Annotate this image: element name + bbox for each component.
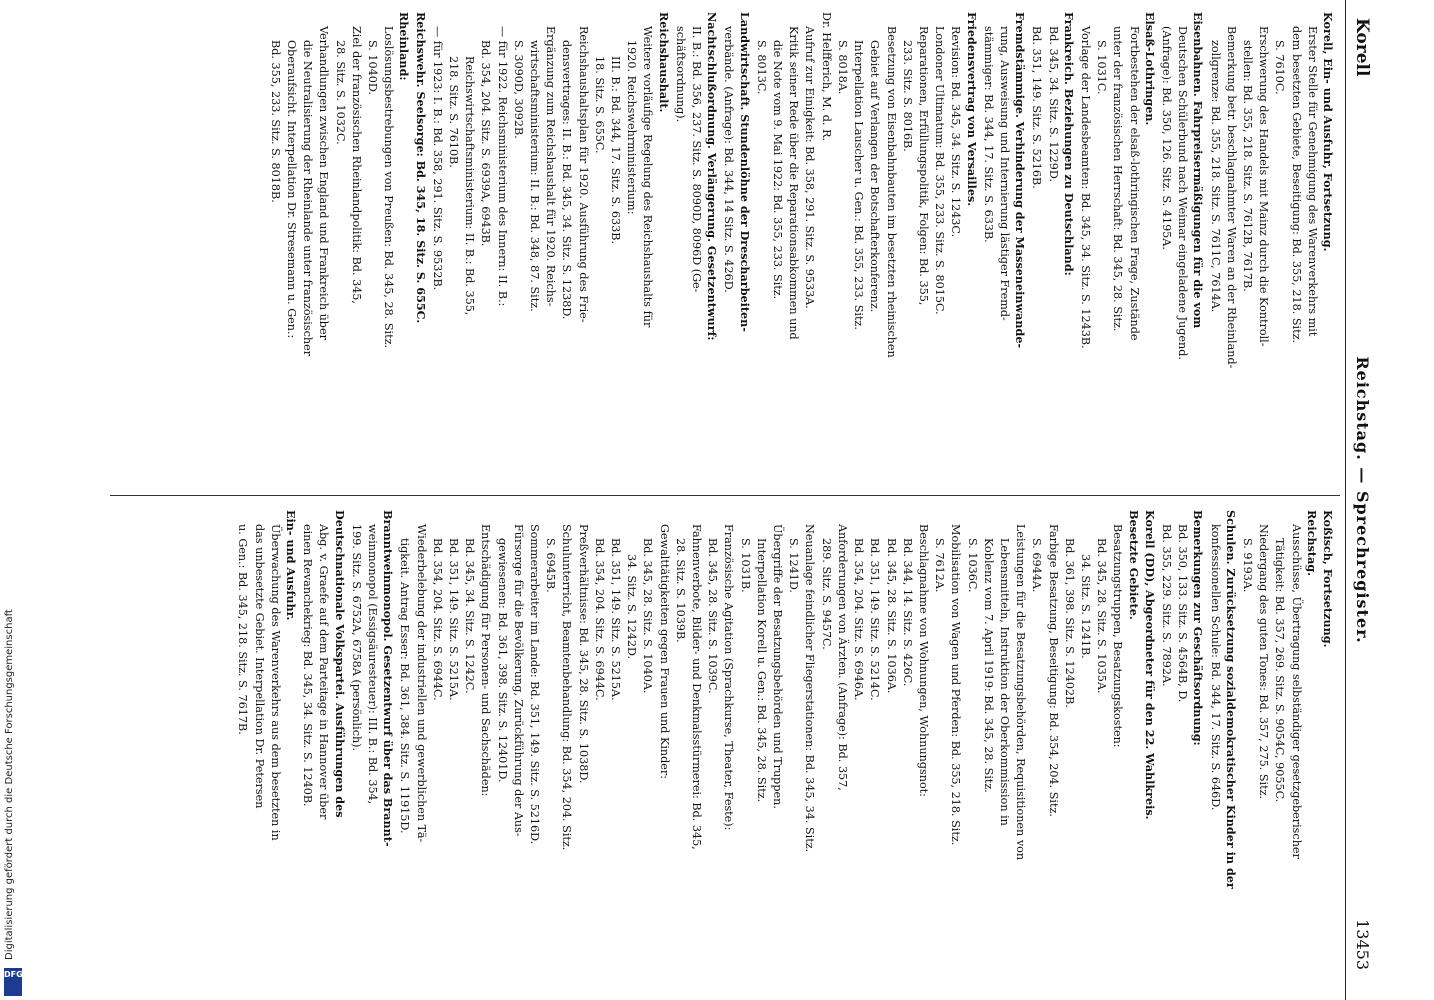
register-line: verbände. (Anfrage): Bd. 344, 14 Sitz. S. 426D. [722, 26, 736, 293]
register-line: Landwirtschaft. Stundenlöhne der Drescharbeiten- [737, 12, 752, 332]
register-line: Deutschnationale Volkspartei. Ausführungen des [332, 510, 347, 818]
register-line: Übergriffe der Besatzungsbehörden und Truppen. [771, 524, 785, 809]
register-line: Bd. 361, 398. Sitz. S. 12402B. [1062, 538, 1076, 708]
register-line: S. 1036C. [965, 538, 979, 593]
register-line: Abg. v. Graefe auf dem Parteitage in Hannover über [317, 524, 331, 820]
register-line: weinmonopol (Essigsäuresteuer): III. B.: Bd. 354, [366, 524, 380, 805]
register-line: S. 9193A. [1240, 538, 1254, 593]
register-line: Reichshaushaltsplan für 1920. Ausführung des Frie- [576, 26, 590, 323]
register-line: Branntweinmonopol. Gesetzentwurf über das Brannt- [381, 510, 396, 847]
register-line: S. 7610C. [1273, 40, 1287, 95]
register-line: Leistungen für die Besatzungsbehörden, Requisitionen von [1014, 524, 1028, 861]
register-line: Ergänzung zum Reichshaushalt für 1920. Reichs- [544, 26, 558, 307]
register-line: S. 8013C. [754, 40, 768, 95]
register-line: Schulunterricht, Beamtenbehandlung: Bd. 354, 204. Sitz. [560, 524, 574, 851]
register-line: Bd. 355, 233. Sitz. S. 8018B. [268, 40, 282, 203]
register-line: Ziel der französischen Rheinlandpolitik: Bd. 345, [349, 26, 363, 304]
register-line: — für 1922. Reichsministerium des Innern: II. B.: [495, 26, 509, 307]
register-line: Bd. 351, 149. Sitz. S. 5214C. [868, 538, 882, 701]
register-line: Gewalttätigkeiten gegen Frauen und Kinder: [657, 524, 671, 779]
register-line: S. 1040D. [366, 40, 380, 95]
register-line: S. 1241D. [787, 538, 801, 593]
register-line: unter der französischen Herrschaft: Bd. 345, 28. Sitz. [1111, 26, 1125, 332]
register-line: Bd. 354, 204. Sitz. S. 6939A, 6943B. [479, 40, 493, 247]
register-line: tigkeit. Antrag Esser: Bd. 361, 384. Sitz. S. 11915D. [398, 538, 412, 834]
register-line: die Note vom 9. Mai 1922: Bd. 355, 233. Sitz. [771, 40, 785, 300]
register-line: Bd. 345, 28. Sitz. S. 1036A. [884, 538, 898, 694]
register-line: Bd. 354, 204. Sitz. S. 6946A. [852, 538, 866, 701]
register-line: Reichstag. [1304, 510, 1319, 577]
register-line: densvertrages: II. B.: Bd. 345, 34. Sitz. S. 1238D. [560, 40, 574, 320]
rotated-register-page [84, 0, 1384, 1000]
register-line: Überwachung des Warenverkehrs aus dem besetzten in [268, 524, 282, 841]
register-line: Interpellation Korell u. Gen.: Bd. 345, 28. Sitz. [754, 538, 768, 803]
register-line: Bd. 345, 34. Sitz. S. 1242C. [463, 538, 477, 694]
register-line: Interpellation Lauscher u. Gen.: Bd. 355, 233. Sitz. [852, 40, 866, 330]
register-line: Beschlagnahme von Wohnungen, Wohnungsnot: [916, 524, 930, 797]
register-line: II. B.: Bd. 356, 237. Sitz. S. 8090D, 8096D (Ge- [690, 26, 704, 293]
header-keyword: Korell [1352, 18, 1372, 77]
register-line: S. 7612A. [933, 538, 947, 593]
register-line: Bd. 345, 28. Sitz. S. 1035A. [1095, 538, 1109, 694]
register-line: Gebiet auf Verlangen der Botschafterkonferenz. [868, 40, 882, 313]
register-line: einen Revanchekrieg: Bd. 345, 34. Sitz. S. 1240B. [301, 524, 315, 807]
register-line: Fürsorge für die Bevölkerung, Zurückführung der Aus- [511, 524, 525, 837]
register-line: S. 1031B. [738, 538, 752, 593]
register-line: gewiesenen: Bd. 361, 398. Sitz. S. 12401D. [495, 538, 509, 783]
register-line: Deutschen Schülerbund nach Weimar eingeladene Jugend. [1176, 26, 1190, 360]
register-line: stämmiger: Bd. 344, 17. Sitz. S. 633B. [981, 26, 995, 243]
register-line: Bd. 351, 149. Sitz. S. 5216B. [1030, 26, 1044, 189]
register-line: Lebensmitteln, Instruktion der Oberkommission in [997, 538, 1011, 826]
register-line: Bd. 354, 204. Sitz. S. 6944C. [592, 538, 606, 701]
digitization-credit: Digitalisierung gefördert durch die Deutsche Forschungsgemeinschaft [4, 609, 15, 960]
register-line: Wiederbelebung der industriellen und gewerblichen Tä- [414, 524, 428, 843]
column-right [234, 510, 1336, 980]
register-line: Fremdstämmige. Verhinderung der Masseneinwande- [1013, 12, 1028, 349]
register-line: Bd. 350, 133. Sitz. S. 4564B, D. [1176, 524, 1190, 703]
register-line: 28. Sitz. S. 1032C. [333, 40, 347, 145]
register-line: 1920. Reichswehrministerium: [625, 40, 639, 215]
register-line: S. 6945B. [544, 538, 558, 593]
register-line: Französische Agitation (Sprachkurse, Theater, Feste): [722, 524, 736, 831]
register-line: III. B.: Bd. 344, 17. Sitz. S. 633B. [609, 56, 623, 245]
register-line: das unbesetzte Gebiet. Interpellation Dr. Petersen [252, 524, 266, 809]
register-line: Kritik seiner Rede über die Reparationsabkommen und [787, 26, 801, 340]
register-line: Preßverhältnisse: Bd. 345, 28. Sitz. S. 1038D. [576, 524, 590, 784]
register-line: Neuanlage feindlicher Fliegerstationen: Bd. 345, 34. Sitz. [803, 524, 817, 853]
register-line: Bd. 345, 34. Sitz. S. 1229D. [1046, 26, 1060, 183]
register-line: S. 3090D, 3092B. [511, 40, 525, 139]
register-line: Bemerkung betr. beschlagnahmter Waren an der Rheinland- [1224, 26, 1238, 369]
register-line: 218. Sitz. S. 7610B. [447, 56, 461, 168]
register-line: 34. Sitz. S. 1242D. [625, 554, 639, 660]
register-line: 34. Sitz. S. 1241B. [1078, 554, 1092, 659]
register-line: Ausschüsse, Übertragung selbständiger gesetzgeberischer [1289, 524, 1303, 859]
register-line: Schulen. Zurücksetzung sozialdemokratischer Kinder in der [1223, 510, 1238, 889]
register-line: 199. Sitz. S. 6752A, 6758A (persönlich). [349, 524, 363, 752]
register-line: 28. Sitz. S. 1039B. [673, 538, 687, 643]
register-line: Besetzte Gebiete. [1126, 510, 1141, 620]
register-line: 233. Sitz. S. 8016B. [900, 40, 914, 152]
register-line: Bd. 345, 28. Sitz. S. 1039C. [706, 538, 720, 694]
register-line: Revision: Bd. 345, 34. Sitz. S. 1243C. [949, 26, 963, 238]
register-line: dem besetzten Gebiete, Beseitigung: Bd. 355, 218. Sitz. [1289, 26, 1303, 344]
register-line: schäftsordnung). [673, 26, 687, 123]
register-line: Bd. 344, 14. Sitz. S. 426C. [900, 538, 914, 687]
column-divider [110, 495, 1340, 496]
register-line: Frankreich. Beziehungen zu Deutschland: [1061, 12, 1076, 276]
register-line: Bd. 345, 28. Sitz. S. 1040A. [641, 538, 655, 694]
register-line: Bemerkungen zur Geschäftsordnung: [1191, 510, 1206, 746]
register-line: Bd. 354, 204. Sitz. S. 6944C. [430, 538, 444, 701]
register-line: Reichswirtschaftsministerium: II. B.: Bd. 355, [463, 56, 477, 316]
register-line: Reichswehr. Seelsorge: Bd. 345, 18. Sitz. S. 655C. [413, 12, 428, 324]
register-line: Verhandlungen zwischen England und Frankreich über [317, 26, 331, 340]
register-line: Eisenbahnen. Fahrpreisermäßigungen für die vom [1191, 12, 1206, 329]
register-line: Weitere vorläufige Regelung des Reichshaushalts für [641, 26, 655, 328]
register-line: Aufruf zur Einigkeit: Bd. 358, 291. Sitz. S. 9533A. [803, 26, 817, 309]
register-line: stellen: Bd. 355, 218. Sitz. S. 7612B, 7617B. [1240, 40, 1254, 292]
dfg-logo: DFG [4, 968, 22, 996]
register-line: — für 1923: I. B.: Bd. 358, 291. Sitz. S. 9532B. [430, 26, 444, 291]
register-line: Loslösungsbestrebungen von Preußen: Bd. 345, 28. Sitz. [382, 26, 396, 349]
register-line: konfessionellen Schule: Bd. 344, 17. Sitz. S. 646D. [1208, 524, 1222, 811]
column-left [267, 12, 1336, 482]
register-line: Tätigkeit: Bd. 357, 269. Sitz. S. 9054C, 9055C. [1273, 538, 1287, 803]
register-line: Entschädigung für Personen- und Sachschäden: [479, 524, 493, 797]
register-line: Fahnenverbote, Bilder- und Denkmalsstürmerei: Bd. 345, [690, 524, 704, 850]
register-line: Oberaufsicht. Interpellation Dr. Stresemann u. Gen.: [285, 40, 298, 339]
register-line: Fortbestehen der elsaß-lothringischen Frage, Zustände [1127, 26, 1141, 341]
register-line: Besetzung von Eisenbahnbauten im besetzten rheinischen [884, 26, 898, 358]
register-line: Vorlage der Landesbeamten: Bd. 345, 34. Sitz. S. 1243B. [1078, 26, 1092, 349]
register-line: Korell (DD), Abgeordneter für den 22. Wahlkreis. [1142, 510, 1157, 820]
register-line: Anforderungen von Ärzten. (Anfrage): Bd. 357, [835, 524, 849, 791]
register-line: Bd. 351, 149. Sitz. S. 5215A. [447, 538, 461, 701]
register-line: Koßisch, Fortsetzung. [1321, 510, 1335, 648]
register-line: 289. Sitz. S. 9457C. [819, 538, 833, 650]
register-line: Rheinland: [397, 12, 412, 81]
register-line: S. 1031C. [1095, 40, 1109, 95]
register-line: Dr. Helfferich, M. d. R. [819, 12, 833, 142]
register-line: Elsaß-Lothringen. [1142, 12, 1157, 126]
register-line: Reparationen, Erfüllungspolitik, Folgen: Bd. 355, [916, 26, 930, 306]
register-line: Erster Stelle für Genehmigung des Warenverkehrs mit [1305, 26, 1319, 337]
register-line: (Anfrage): Bd. 350, 126. Sitz. S. 4195A. [1159, 26, 1173, 250]
register-line: Reichshaushalt. [656, 12, 671, 113]
register-line: Farbige Besatzung, Beseitigung: Bd. 354, 204. Sitz. [1046, 524, 1060, 817]
page-header [1345, 0, 1376, 1000]
register-line: Nachtschlußordnung. Verlängerung. Gesetzentwurf: [705, 12, 720, 341]
register-line: Bd. 351, 149. Sitz. S. 5215A. [609, 538, 623, 701]
header-title: Reichstag. — Sprechregister. [1353, 356, 1372, 644]
register-line: S. 6944A. [1030, 538, 1044, 593]
register-line: die Neutralisierung der Rheinlande unter französischer [301, 40, 315, 357]
register-line: Londoner Ultimatum: Bd. 355, 233. Sitz. S. 8015C. [933, 26, 947, 315]
register-line: Koblenz vom 7. April 1919: Bd. 345, 28. Sitz. [981, 538, 995, 793]
page-number: 13453 [1353, 919, 1372, 970]
register-line: Friedensvertrag von Versailles. [964, 12, 979, 207]
register-line: Korell, Ein- und Ausfuhr, Fortsetzung. [1321, 12, 1335, 252]
register-line: S. 8018A. [835, 40, 849, 95]
register-line: zollgrenze: Bd. 355, 218. Sitz. S. 7611C, 7614A. [1208, 40, 1222, 313]
register-line: Besatzungstruppen, Besatzungskosten: [1111, 524, 1125, 748]
register-line: 18. Sitz. S. 655C. [592, 56, 606, 154]
register-line: rung, Ausweisung und Internierung lästiger Fremd- [997, 26, 1011, 321]
register-line: wirtschaftsministerium: II. B.: Bd. 348, 87. Sitz. [528, 40, 542, 312]
register-line: Mobilisation von Wagen und Pferden: Bd. 355, 218. Sitz. [949, 524, 963, 846]
register-line: Erschwerung des Handels mit Mainz durch die Kontroll- [1257, 26, 1271, 347]
register-line: Niedergang des guten Tones: Bd. 357, 275. Sitz. [1257, 524, 1271, 800]
register-line: Bd. 355, 229. Sitz. S. 7892A. [1159, 524, 1173, 687]
register-line: u. Gen.: Bd. 345, 218. Sitz. S. 7617B. [236, 524, 250, 735]
register-line: Ein- und Ausfuhr. [284, 510, 298, 621]
register-line: Sommerarbeiter im Lande: Bd. 351, 149. Sitz. S. 5216D. [528, 524, 542, 845]
